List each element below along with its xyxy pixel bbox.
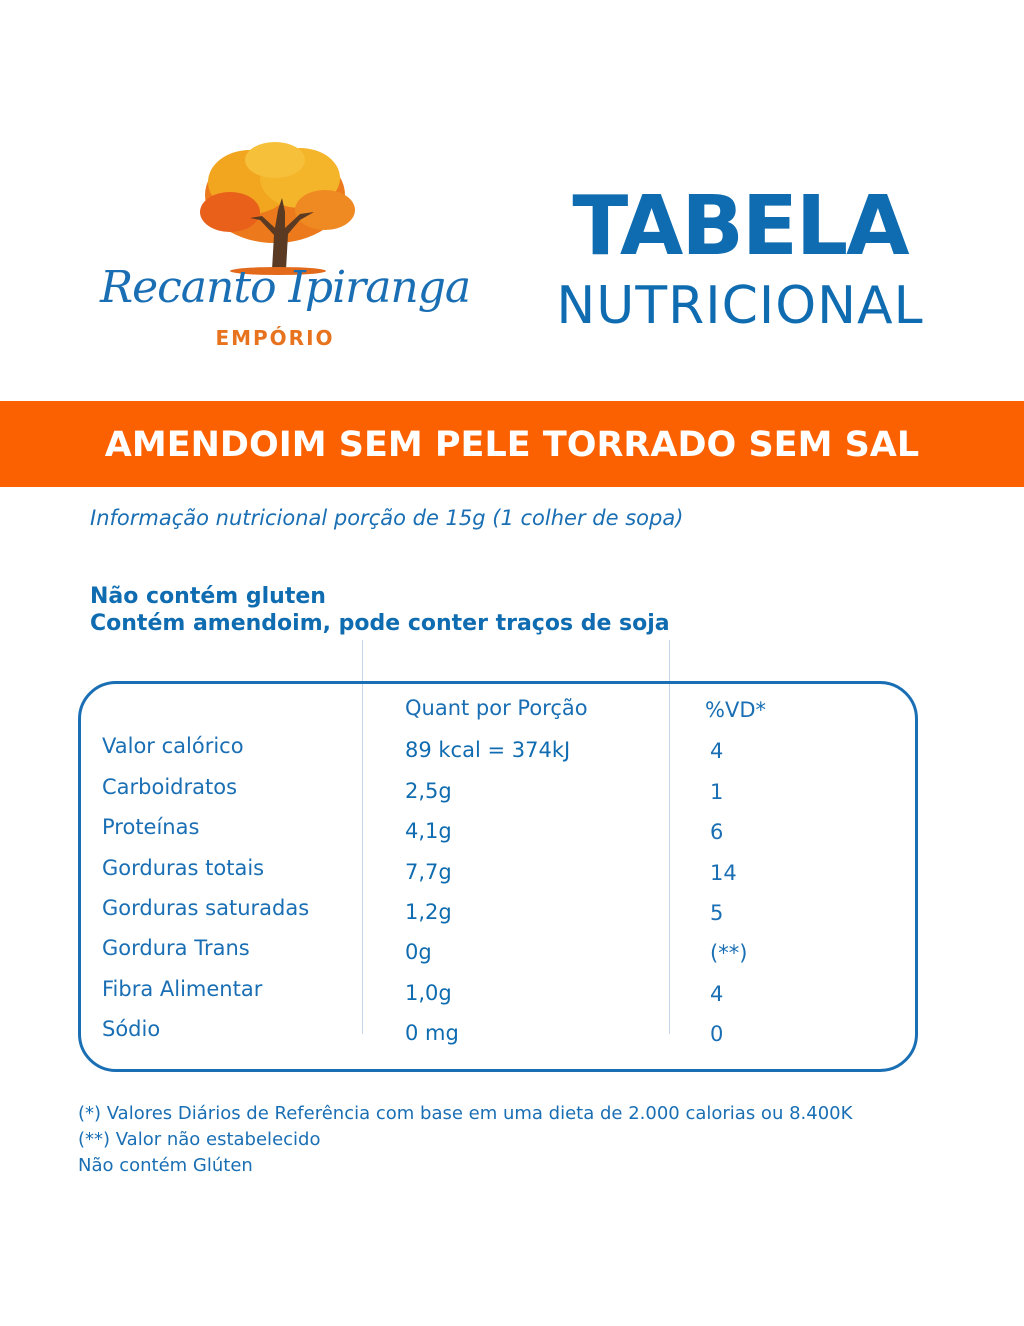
brand-logo: [100, 140, 471, 350]
footnote: (**) Valor não estabelecido: [78, 1129, 321, 1150]
nutrient-quantity: 89 kcal = 374kJ: [405, 738, 571, 762]
allergen-notice: Não contém gluten: [90, 584, 326, 609]
nutrient-name: Sódio: [102, 1017, 161, 1041]
nutrient-daily-value: 5: [710, 901, 724, 925]
nutrient-name: Proteínas: [102, 815, 200, 839]
daily-value-header: %VD*: [705, 698, 766, 722]
brand-subtitle: EMPÓRIO: [215, 326, 335, 350]
nutrient-daily-value: 6: [710, 820, 724, 844]
footnote: Não contém Glúten: [78, 1155, 253, 1176]
nutrient-quantity: 2,5g: [405, 779, 452, 803]
nutrient-daily-value: (**): [710, 941, 748, 965]
serving-info: Informação nutricional porção de 15g (1 colher de sopa): [90, 506, 684, 530]
product-banner: [0, 401, 1024, 487]
nutrient-daily-value: 0: [710, 1022, 724, 1046]
quantity-header: Quant por Porção: [405, 696, 588, 720]
nutrient-daily-value: 14: [710, 861, 737, 885]
nutrient-name: Gordura Trans: [102, 936, 250, 960]
nutrient-daily-value: 4: [710, 982, 724, 1006]
nutrient-name: Valor calórico: [102, 734, 244, 758]
nutrient-name: Gorduras totais: [102, 856, 265, 880]
nutrient-quantity: 4,1g: [405, 819, 452, 843]
page-subtitle: NUTRICIONAL: [556, 276, 924, 336]
allergen-notice: Contém amendoim, pode conter traços de soja: [90, 611, 670, 636]
footnote: (*) Valores Diários de Referência com base em uma dieta de 2.000 calorias ou 8.400K: [78, 1103, 853, 1124]
nutrient-name: Gorduras saturadas: [102, 896, 310, 920]
product-name: AMENDOIM SEM PELE TORRADO SEM SAL: [104, 425, 920, 465]
nutrient-name: Carboidratos: [102, 775, 238, 799]
nutrient-name: Fibra Alimentar: [102, 977, 263, 1001]
nutrient-daily-value: 1: [710, 780, 724, 804]
nutrient-quantity: 7,7g: [405, 860, 452, 884]
tree-icon: [190, 140, 360, 275]
nutrient-quantity: 0 mg: [405, 1021, 459, 1045]
nutrient-quantity: 1,2g: [405, 900, 452, 924]
nutrient-quantity: 0g: [405, 940, 432, 964]
nutrient-quantity: 1,0g: [405, 981, 452, 1005]
page-title: TABELA: [572, 179, 908, 274]
nutrient-daily-value: 4: [710, 739, 724, 763]
brand-name: Recanto Ipiranga: [100, 262, 471, 313]
